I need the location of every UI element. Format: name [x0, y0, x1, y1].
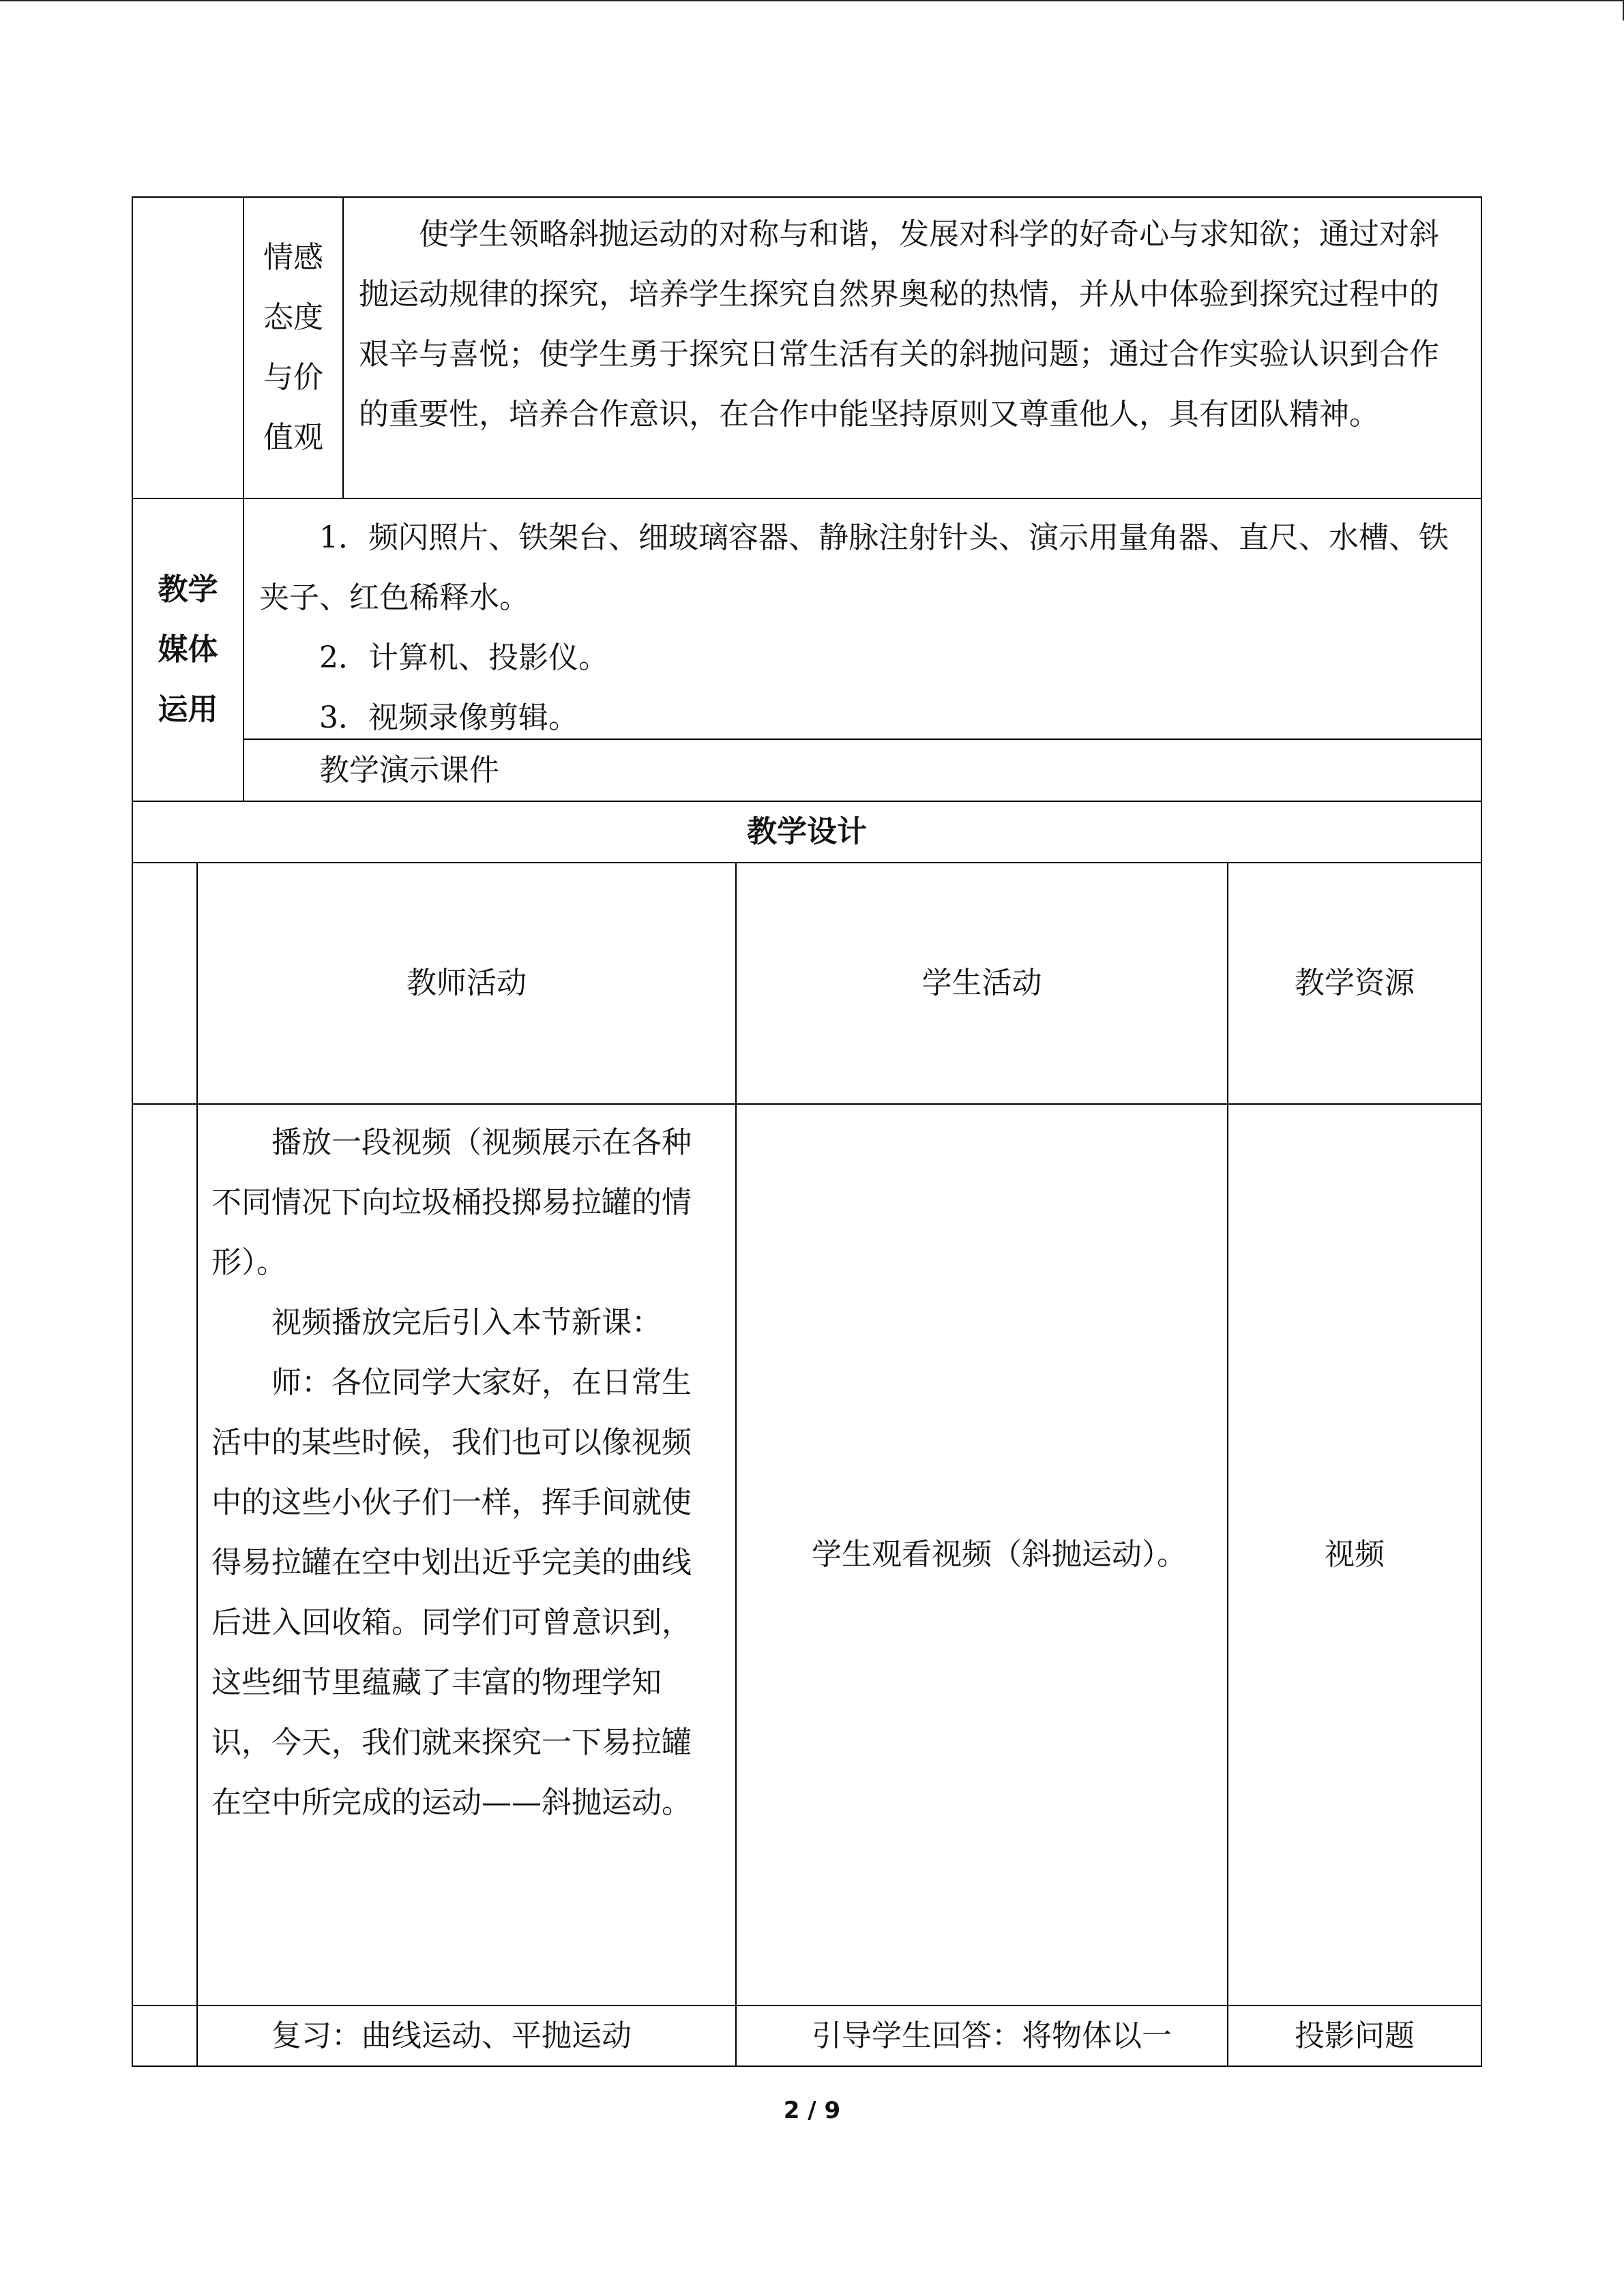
row1-teacher [211, 1113, 703, 1833]
teacher-paragraph: 视频播放完后引入本节新课： [271, 1305, 662, 1340]
teacher-paragraph: 播放一段视频（视频展示在各种不同情况下向垃圾桶投掷易拉罐的情形）。 [211, 1125, 692, 1280]
row2-student: 引导学生回答：将物体以一 [812, 2018, 1172, 2053]
media-courseware: 教学演示课件 [319, 753, 499, 788]
media-item: 3．视频录像剪辑。 [319, 700, 578, 735]
affect-label-line: 态度 [263, 300, 323, 335]
page-number: 2 / 9 [783, 2097, 841, 2124]
affect-label-line: 与价 [263, 360, 323, 395]
header-teacher: 教师活动 [407, 966, 527, 1000]
media-list [259, 508, 1460, 748]
row2-teacher: 复习：曲线运动、平抛运动 [271, 2018, 632, 2053]
media-item: 2．计算机、投影仪。 [319, 640, 608, 675]
teacher-paragraph: 师：各位同学大家好，在日常生活中的某些时候，我们也可以像视频中的这些小伙子们一样，挥手间就使得易拉罐在空中划出近乎完美的曲线后进入回收箱。同学们可曾意识到，这些细节里蕴藏了丰富的物理学知识，今天，我们就来探究一下易拉罐在空中所完成的运动——斜抛运动。 [211, 1365, 692, 1820]
media-label-line: 运用 [158, 692, 218, 727]
media-label-line: 媒体 [158, 632, 218, 667]
header-resource: 教学资源 [1295, 966, 1415, 1000]
media-item: 1．频闪照片、铁架台、细玻璃容器、静脉注射针头、演示用量角器、直尺、水槽、铁夹子、红色稀释水。 [259, 520, 1449, 615]
row1-resource: 视频 [1325, 1537, 1385, 1572]
media-label-line: 教学 [158, 572, 218, 607]
row1-student: 学生观看视频（斜抛运动）。 [812, 1537, 1187, 1572]
affect-label [244, 198, 342, 498]
affect-label-line: 情感 [263, 240, 323, 275]
row1-student-cell [737, 1105, 1227, 2005]
affect-label-line: 值观 [263, 420, 323, 455]
design-title: 教学设计 [747, 814, 867, 849]
row2-resource: 投影问题 [1295, 2018, 1415, 2053]
header-student: 学生活动 [921, 966, 1042, 1000]
media-label [133, 499, 243, 801]
affect-text: 使学生领略斜抛运动的对称与和谐，发展对科学的好奇心与求知欲；通过对斜抛运动规律的探究，培养学生探究自然界奥秘的热情，并从中体验到探究过程中的艰辛与喜悦；使学生勇于探究日常生活有关的斜抛问题；通过合作实验认识到合作的重要性，培养合作意识，在合作中能坚持原则又尊重他人，具有团队精神。 [359, 217, 1439, 432]
page-top-border [0, 0, 1624, 1]
